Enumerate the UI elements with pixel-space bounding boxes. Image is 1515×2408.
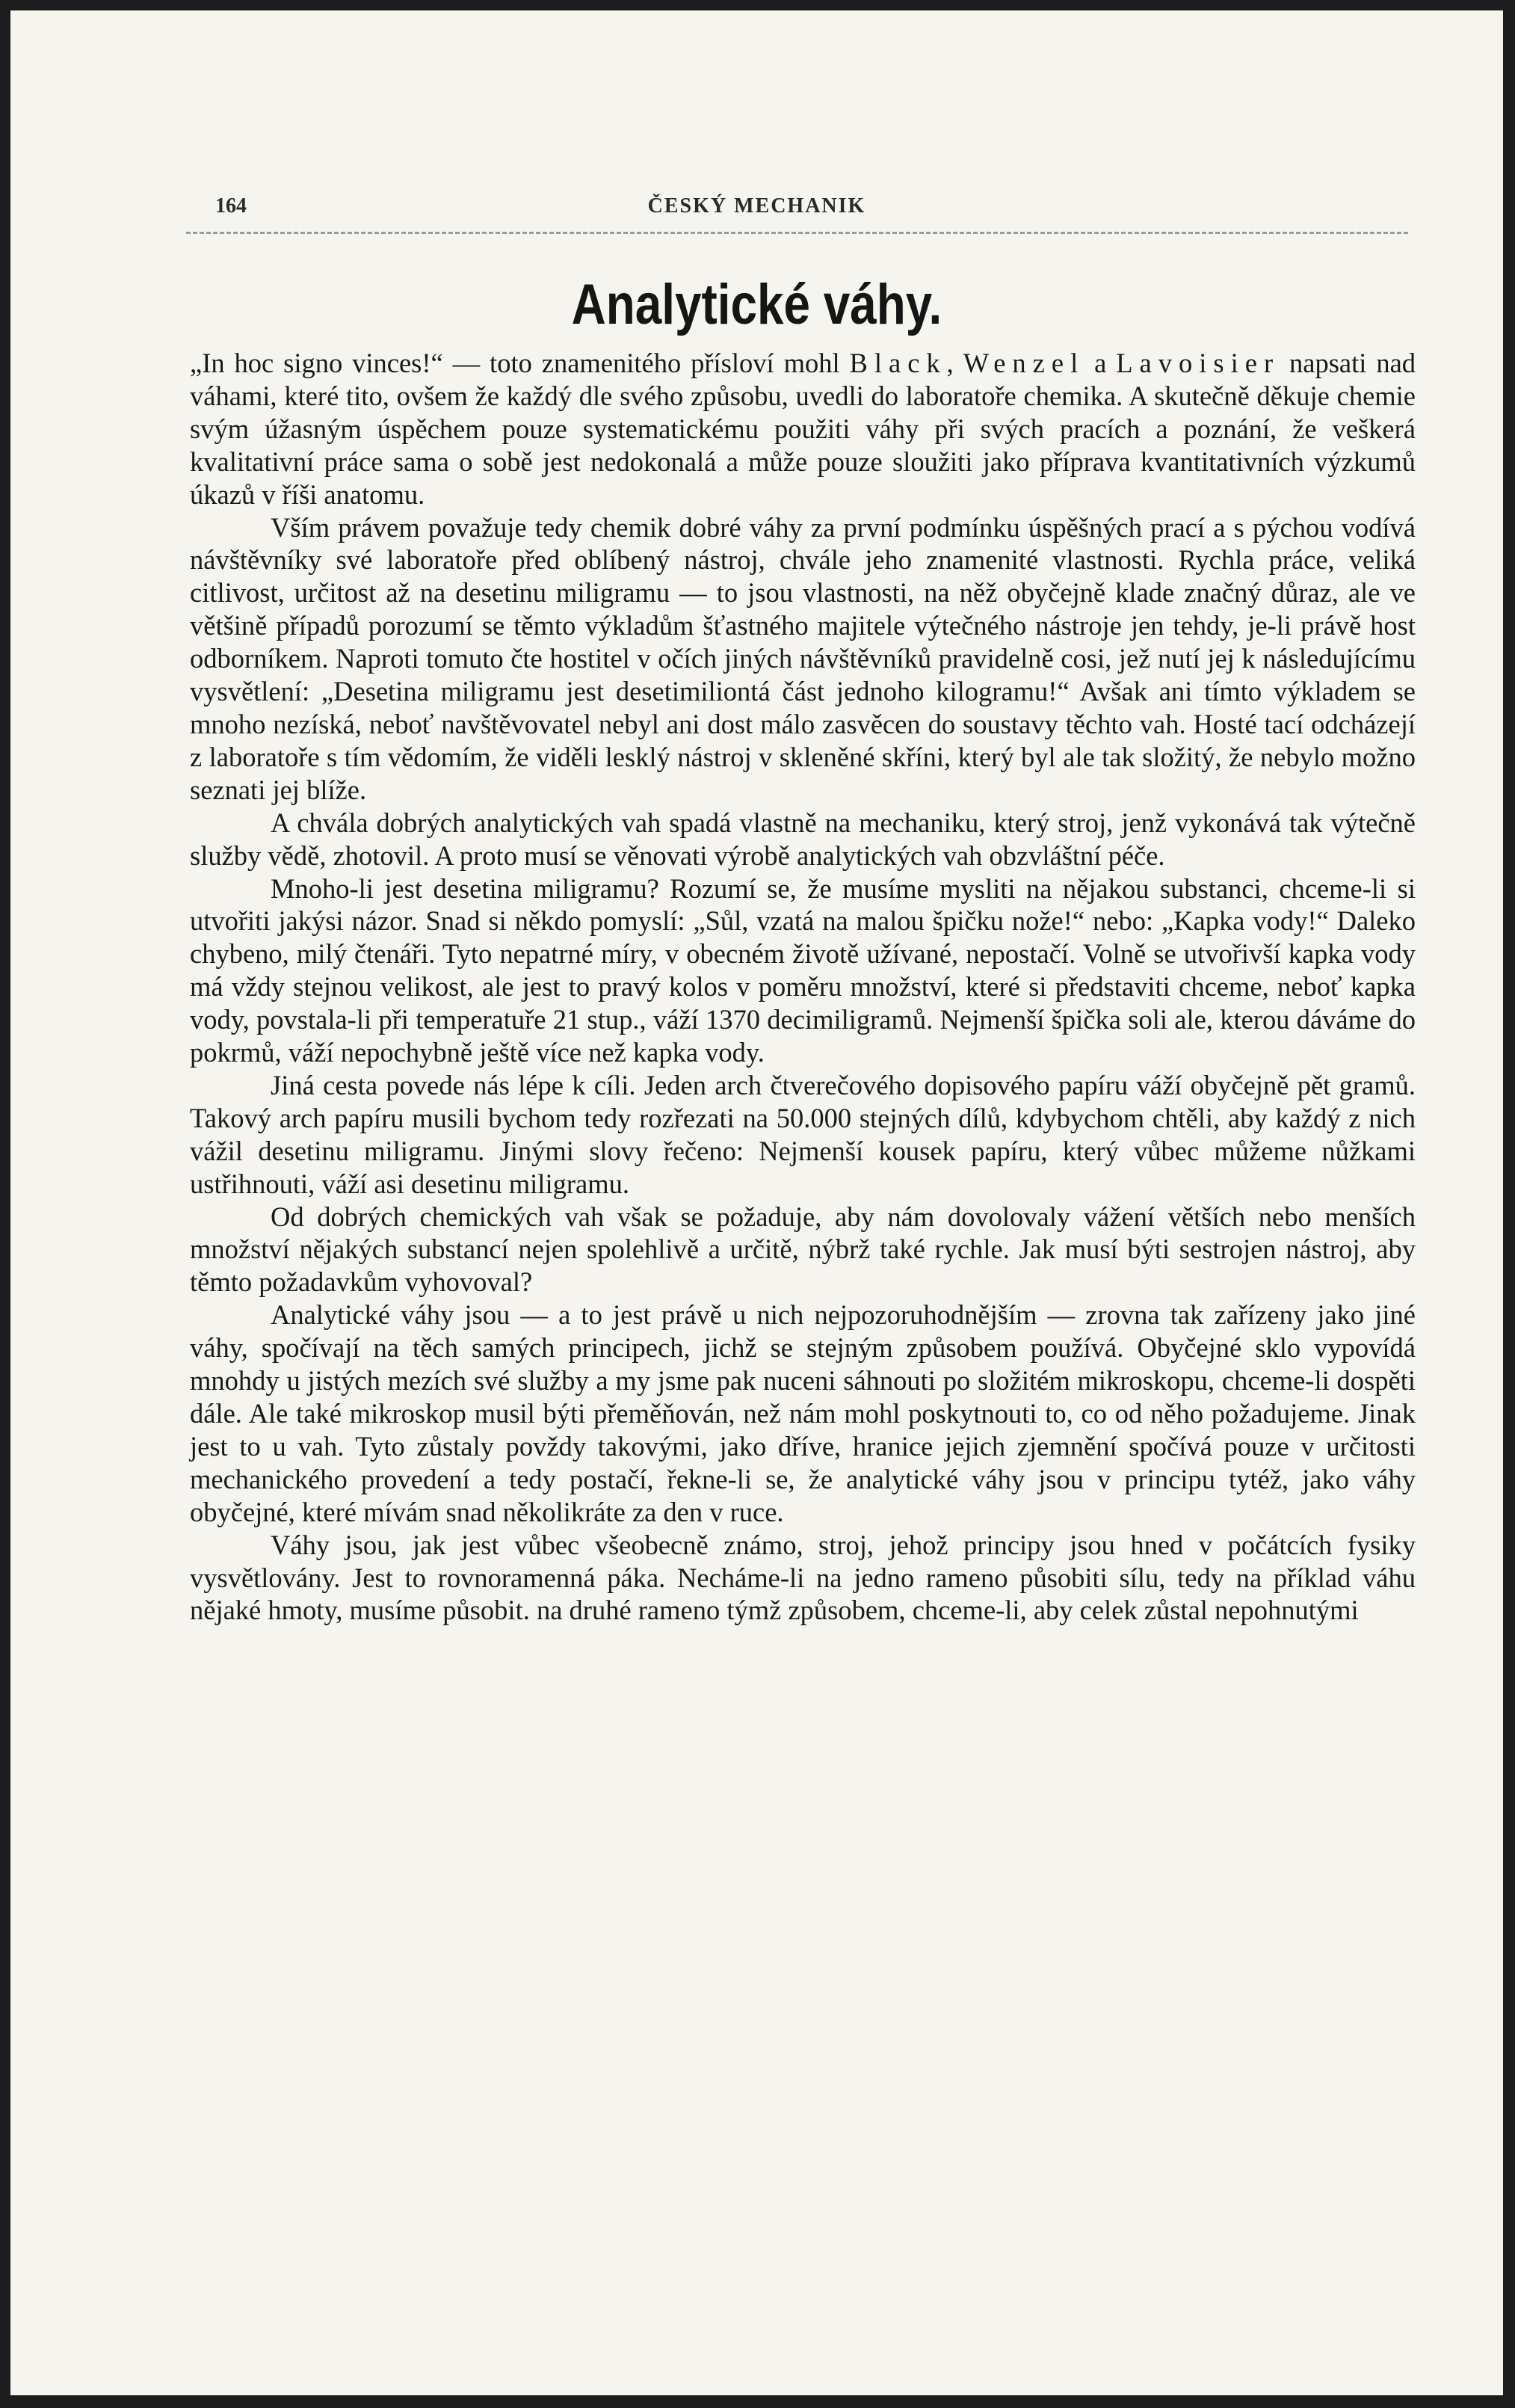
name-lavoisier: Lavoisier <box>1116 348 1280 378</box>
paragraph-4: Mnoho-li jest desetina miligramu? Rozumí se, že musíme mysliti na nějakou substanci, chceme-li si utvořiti jakýsi názor. Snad si někdo pomyslí: „Sůl, vzatá na malou špičku nože!“ nebo: „Kapka vody!“ Daleko chybeno, milý čtenáři. Tyto nepatrné míry, v obecném životě užívané, nepostačí. Volně se utvořivší kapka vody má vždy stejnou velikost, ale jest to pravý kolos v poměru množství, které si představiti chceme, neboť kapka vody, povstala-li při temperatuře 21 stup., váží 1370 decimiligramů. Nejmenší špička soli ale, kterou dáváme do pokrmů, váží nepochybně ještě více než kapka vody. <box>190 872 1416 1068</box>
scanned-page <box>10 10 1503 2395</box>
name-black: Black <box>849 348 947 378</box>
paragraph-1-text-a: „In hoc signo vinces!“ — toto znamenitého přísloví mohl <box>190 348 850 378</box>
header-rule <box>186 232 1408 234</box>
paragraph-1 <box>190 347 1416 511</box>
article-body <box>190 347 1416 1627</box>
page-header <box>10 10 1503 235</box>
paragraph-3: A chvála dobrých analytických vah spadá vlastně na mechaniku, který stroj, jenž vykonává tak výtečně služby vědě, zhotovil. A proto musí se věnovati výrobě analytických vah obzvláštní péče. <box>190 807 1416 871</box>
paragraph-1-text-b: , <box>946 348 963 378</box>
paragraph-6: Od dobrých chemických vah však se požaduje, aby nám dovolovaly vážení větších nebo menších množství nějakých substancí nejen spolehlivě a určitě, nýbrž také rychle. Jak musí býti sestrojen nástroj, aby těmto požadavkům vyhovoval? <box>190 1201 1416 1298</box>
paragraph-8: Váhy jsou, jak jest vůbec všeobecně známo, stroj, jehož principy jsou hned v počátcích fysiky vysvětlovány. Jest to rovnoramenná páka. Necháme-li na jedno rameno působiti sílu, tedy na příklad váhu nějaké hmoty, musíme působit. na druhé rameno týmž způsobem, chceme-li, aby celek zůstal nepohnutými <box>190 1529 1416 1626</box>
paragraph-7: Analytické váhy jsou — a to jest právě u nich nejpozoruhodnějším — zrovna tak zařízeny jako jiné váhy, spočívají na těch samých principech, jichž se stejným způsobem používá. Obyčejné sklo vypovídá mnohdy u jistých mezích své služby a my jsme pak nuceni sáhnouti po složitém mikroskopu, chceme-li dospěti dále. Ale také mikroskop musil býti přeměňován, než nám mohl poskytnouti to, co od něho požadujeme. Jinak jest to u vah. Tyto zůstaly povždy takovými, jako dříve, hranice jejich zjemnění spočívá pouze v určitosti mechanického provedení a tedy postačí, řekne-li se, že analytické váhy jsou v principu tytéž, jako váhy obyčejné, které mívám snad několikráte za den v ruce. <box>190 1299 1416 1527</box>
page-number: 164 <box>215 194 247 218</box>
paragraph-5: Jiná cesta povede nás lépe k cíli. Jeden arch čtverečového dopisového papíru váží obyčejně pět gramů. Takový arch papíru musili bychom tedy rozřezati na 50.000 stejných dílů, kdybychom chtěli, aby každý z nich vážil desetinu miligramu. Jinými slovy řečeno: Nejmenší kousek papíru, který vůbec můžeme nůžkami ustřihnouti, váží asi desetinu miligramu. <box>190 1069 1416 1199</box>
paragraph-2: Vším právem považuje tedy chemik dobré váhy za první podmínku úspěšných prací a s pýchou vodívá návštěvníky své laboratoře před oblíbený nástroj, chvále jeho znamenité vlastnosti. Rychla práce, veliká citlivost, určitost až na desetinu miligramu — to jsou vlastnosti, na něž obyčejně klade značný důraz, ale ve většině případů porozumí se těmto výkladům šťastného majitele výtečného nástroje jen tehdy, je-li právě host odborníkem. Naproti tomuto čte hostitel v očích jiných návštěvníků pravidelně cosi, jež nutí jej k následujícímu vysvětlení: „Desetina miligramu jest desetimiliontá část jednoho kilogramu!“ Avšak ani tímto výkladem se mnoho nezíská, neboť navštěvovatel nebyl ani dost málo zasvěcen do soustavy těchto vah. Hosté tací odcházejí z laboratoře s tím vědomím, že viděli lesklý nástroj v skleněné skříni, který byl ale tak složitý, že nebylo možno seznati jej blíže. <box>190 511 1416 805</box>
paragraph-1-text-d: napsati nad váhami, které tito, ovšem že každý dle svého způsobu, uvedli do laboratoře chemika. A skutečně děkuje chemie svým úžasným úspěchem pouze systematickému použiti váhy při svých pracích a poznání, že veškerá kvalitativní práce sama o sobě jest nedokonalá a může pouze sloužiti jako příprava kvantitativních výzkumů úkazů v říši anatomu. <box>190 348 1416 510</box>
name-wenzel: Wenzel <box>963 348 1085 378</box>
article-title: Analytické váhy. <box>571 273 942 336</box>
running-title: ČESKÝ MECHANIK <box>647 194 866 218</box>
paragraph-1-text-c: a <box>1084 348 1117 378</box>
